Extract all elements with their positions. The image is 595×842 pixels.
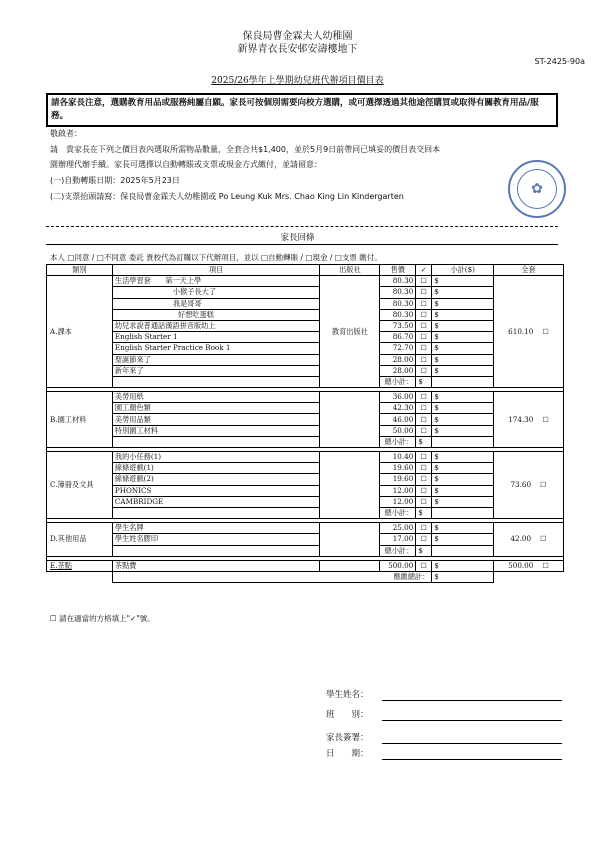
item-subtotal[interactable]: $ [432,414,494,425]
letter-paragraph-1: 請 貴家長在下列之價目表內選取所需物品數量，全套合共$1,400，並於5月9日前帶同已填妥的價目表交回本 [50,145,441,154]
table-row [47,425,564,436]
item-subtotal[interactable]: $ [432,534,494,545]
cheque-payee: (二)支票抬頭請寫：保良局曹金霖夫人幼稚園或 Po Leung Kuk Mrs. Chao King Lin Kindergarten [50,192,404,201]
item-name: 學生名牌 [112,523,320,534]
category-cell: C.簿冊及文具 [47,452,113,519]
item-subtotal[interactable]: $ [432,560,494,571]
cut-line [46,226,558,227]
student-name-label: 學生姓名： [326,690,369,700]
item-name: 小猴子長大了 [112,287,320,298]
item-checkbox[interactable]: ☐ [416,365,432,376]
item-price: 86.70 [380,332,416,343]
item-checkbox[interactable]: ☐ [416,309,432,320]
class-label: 班 別： [326,710,369,720]
item-subtotal[interactable]: $ [432,309,494,320]
subtotal-row [47,545,564,556]
item-name: 茶點費 [112,560,320,571]
item-price: 80.30 [380,309,416,320]
item-name: 聖誕節來了 [112,354,320,365]
item-checkbox[interactable]: ☐ [416,474,432,485]
item-checkbox[interactable]: ☐ [416,534,432,545]
reply-divider [46,244,558,245]
item-subtotal[interactable]: $ [432,298,494,309]
table-row [47,534,564,545]
item-price: 17.00 [380,534,416,545]
item-subtotal[interactable]: $ [432,425,494,436]
col-publisher: 出版社 [320,265,380,276]
table-row [47,496,564,507]
set-total-cell[interactable] [494,523,564,557]
item-subtotal[interactable]: $ [432,403,494,414]
col-category: 類別 [47,265,113,276]
subtotal-label: 總小計： [112,436,415,447]
item-price: 73.50 [380,320,416,331]
item-checkbox[interactable]: ☐ [416,463,432,474]
item-price: 46.00 [380,414,416,425]
col-set: 全套 [494,265,564,276]
date-label: 日 期： [326,749,369,759]
item-name: 線條遊戲(1) [112,463,320,474]
grand-total-value[interactable]: $ [432,571,494,582]
item-checkbox[interactable]: ☐ [416,332,432,343]
group-subtotal[interactable]: $ [416,436,432,447]
blank-cell [494,571,564,582]
school-name: 保良局曹金霖夫人幼稚園 [242,31,353,42]
student-name-field[interactable] [382,700,562,701]
item-price: 19.60 [380,474,416,485]
set-total-value: 42.00 [510,534,532,544]
item-name: 我是哥哥 [112,298,320,309]
table-row [47,414,564,425]
item-name: 美勞用品類 [112,414,320,425]
col-item: 項目 [112,265,320,276]
category-cell: D.其他用品 [47,523,113,557]
subtotal-row [47,376,564,387]
set-checkbox[interactable]: ☐ [540,480,547,490]
table-row [47,365,564,376]
greeting: 敬啟者： [50,129,82,138]
price-table [46,264,564,583]
subtotal-row [47,436,564,447]
item-price: 12.00 [380,485,416,496]
table-row [47,298,564,309]
table-row [47,403,564,414]
school-address: 新界青衣長安邨安濤樓地下 [237,44,358,55]
item-checkbox[interactable]: ☐ [416,276,432,287]
item-price: 10.40 [380,452,416,463]
letter-paragraph-2: 園辦理代辦手續。家長可選擇以自動轉賬或支票或現金方式繳付，並請留意： [50,160,322,169]
item-subtotal[interactable]: $ [432,365,494,376]
group-subtotal[interactable]: $ [416,376,432,387]
set-total-value: 500.00 [508,560,534,570]
item-price: 500.00 [380,560,416,571]
item-name: 學生姓名膠印 [112,534,320,545]
item-checkbox[interactable]: ☐ [416,523,432,534]
item-subtotal[interactable]: $ [432,320,494,331]
table-row [47,463,564,474]
subtotal-label: 總小計： [112,545,415,556]
item-subtotal[interactable]: $ [432,392,494,403]
document-id: ST-2425-90a [534,57,585,66]
item-subtotal[interactable]: $ [432,496,494,507]
publisher-cell [320,560,380,571]
set-total-cell[interactable] [494,452,564,519]
item-name: English Starter 1 [112,332,320,343]
grand-total-row [47,571,564,582]
table-row [47,474,564,485]
table-row [47,332,564,343]
item-name: 線條遊戲(2) [112,474,320,485]
table-row [47,309,564,320]
item-checkbox[interactable]: ☐ [416,414,432,425]
table-row [47,320,564,331]
consent-statement[interactable]: 本人 □同意 / □不同意 委託 貴校代為訂購以下代辦項目，並以 □自動轉賬 / □現金 / □支票 繳付。 [50,253,382,262]
set-checkbox[interactable]: ☐ [540,534,547,544]
item-subtotal[interactable]: $ [432,523,494,534]
table-row [47,276,564,287]
parent-signature-field[interactable] [382,743,562,744]
blank-cell [47,571,113,582]
table-row [47,523,564,534]
item-checkbox[interactable]: ☐ [416,425,432,436]
reply-slip-title: 家長回條 [280,233,315,243]
col-price: 售價 [380,265,416,276]
item-price: 28.00 [380,354,416,365]
page-title: 2025/26學年上學期幼兒班代辦項目價目表 [211,76,384,86]
item-name: PHONICS [112,485,320,496]
publisher-cell: 教育出版社 [320,276,380,388]
set-checkbox[interactable]: ☐ [542,326,549,336]
item-price: 72.70 [380,343,416,354]
item-subtotal[interactable]: $ [432,276,494,287]
item-checkbox[interactable]: ☐ [416,403,432,414]
item-subtotal[interactable]: $ [432,354,494,365]
item-price: 25.00 [380,523,416,534]
set-total-value: 174.30 [508,414,534,424]
table-row [47,343,564,354]
item-checkbox[interactable]: ☐ [416,298,432,309]
item-checkbox[interactable]: ☐ [416,343,432,354]
set-total-cell[interactable] [494,560,564,571]
item-name: 美勞用紙 [112,392,320,403]
grand-total-label: 應繳總計： [112,571,431,582]
item-name: 新年來了 [112,365,320,376]
col-check: ✓ [416,265,432,276]
item-subtotal[interactable]: $ [432,474,494,485]
set-checkbox[interactable]: ☐ [542,560,549,570]
col-subtotal: 小計($) [432,265,494,276]
table-header-row [47,265,564,276]
set-total-value: 610.10 [508,326,534,336]
item-checkbox[interactable]: ☐ [416,320,432,331]
item-price: 12.00 [380,496,416,507]
school-seal [508,160,566,218]
group-subtotal[interactable]: $ [416,507,432,518]
item-checkbox[interactable]: ☐ [416,287,432,298]
item-price: 50.00 [380,425,416,436]
item-name: 我的小任務(1) [112,452,320,463]
item-price: 80.30 [380,287,416,298]
item-checkbox[interactable]: ☐ [416,392,432,403]
item-name: 幼兒求說普通話漢語拼音版幼上 [112,320,320,331]
footnote: ☐ 請在適當的方格填上"✓"號。 [50,614,155,623]
item-name: 特別園工材料 [112,425,320,436]
group-subtotal[interactable]: $ [416,545,432,556]
item-price: 80.30 [380,276,416,287]
table-row [47,354,564,365]
item-price: 80.30 [380,298,416,309]
item-name: CAMBRIDGE [112,496,320,507]
class-field[interactable] [382,720,562,721]
table-row [47,287,564,298]
parent-signature-label: 家長簽署： [326,733,369,743]
item-name: 好想吃蛋糕 [112,309,320,320]
category-cell: B.園工材料 [47,392,113,448]
subtotal-label: 總小計： [112,376,415,387]
item-subtotal[interactable]: $ [432,287,494,298]
set-checkbox[interactable]: ☐ [542,414,549,424]
item-subtotal[interactable]: $ [432,332,494,343]
item-checkbox[interactable]: ☐ [416,560,432,571]
category-cell: E.茶點 [47,560,113,571]
table-row [47,392,564,403]
item-subtotal[interactable]: $ [432,463,494,474]
table-row [47,452,564,463]
item-checkbox[interactable]: ☐ [416,452,432,463]
item-price: 42.30 [380,403,416,414]
table-row [47,485,564,496]
voluntary-notice: 請各家長注意，選購教育用品或服務純屬自願。家長可按個別需要向校方選購，或可選擇透過其他途徑購買或取得有關教育用品/服務。 [46,93,558,127]
item-subtotal[interactable]: $ [432,485,494,496]
subtotal-label: 總小計： [112,507,415,518]
set-total-cell[interactable] [494,276,564,388]
table-row [47,560,564,571]
item-name: 生活學習套 第一天上學 [112,276,320,287]
item-name: 園工顏色類 [112,403,320,414]
item-price: 19.60 [380,463,416,474]
item-name: English Starter Practice Book 1 [112,343,320,354]
set-total-cell[interactable] [494,392,564,448]
date-field[interactable] [382,759,562,760]
item-checkbox[interactable]: ☐ [416,354,432,365]
item-price: 36.00 [380,392,416,403]
item-subtotal[interactable]: $ [432,452,494,463]
seal-emblem-icon: ✿ [517,169,557,209]
category-cell: A.課本 [47,276,113,388]
item-checkbox[interactable]: ☐ [416,485,432,496]
set-total-value: 73.60 [510,480,532,490]
item-price: 28.00 [380,365,416,376]
autopay-date: (一)自動轉賬日期：2025年5月23日 [50,176,180,185]
item-checkbox[interactable]: ☐ [416,496,432,507]
subtotal-row [47,507,564,518]
item-subtotal[interactable]: $ [432,343,494,354]
